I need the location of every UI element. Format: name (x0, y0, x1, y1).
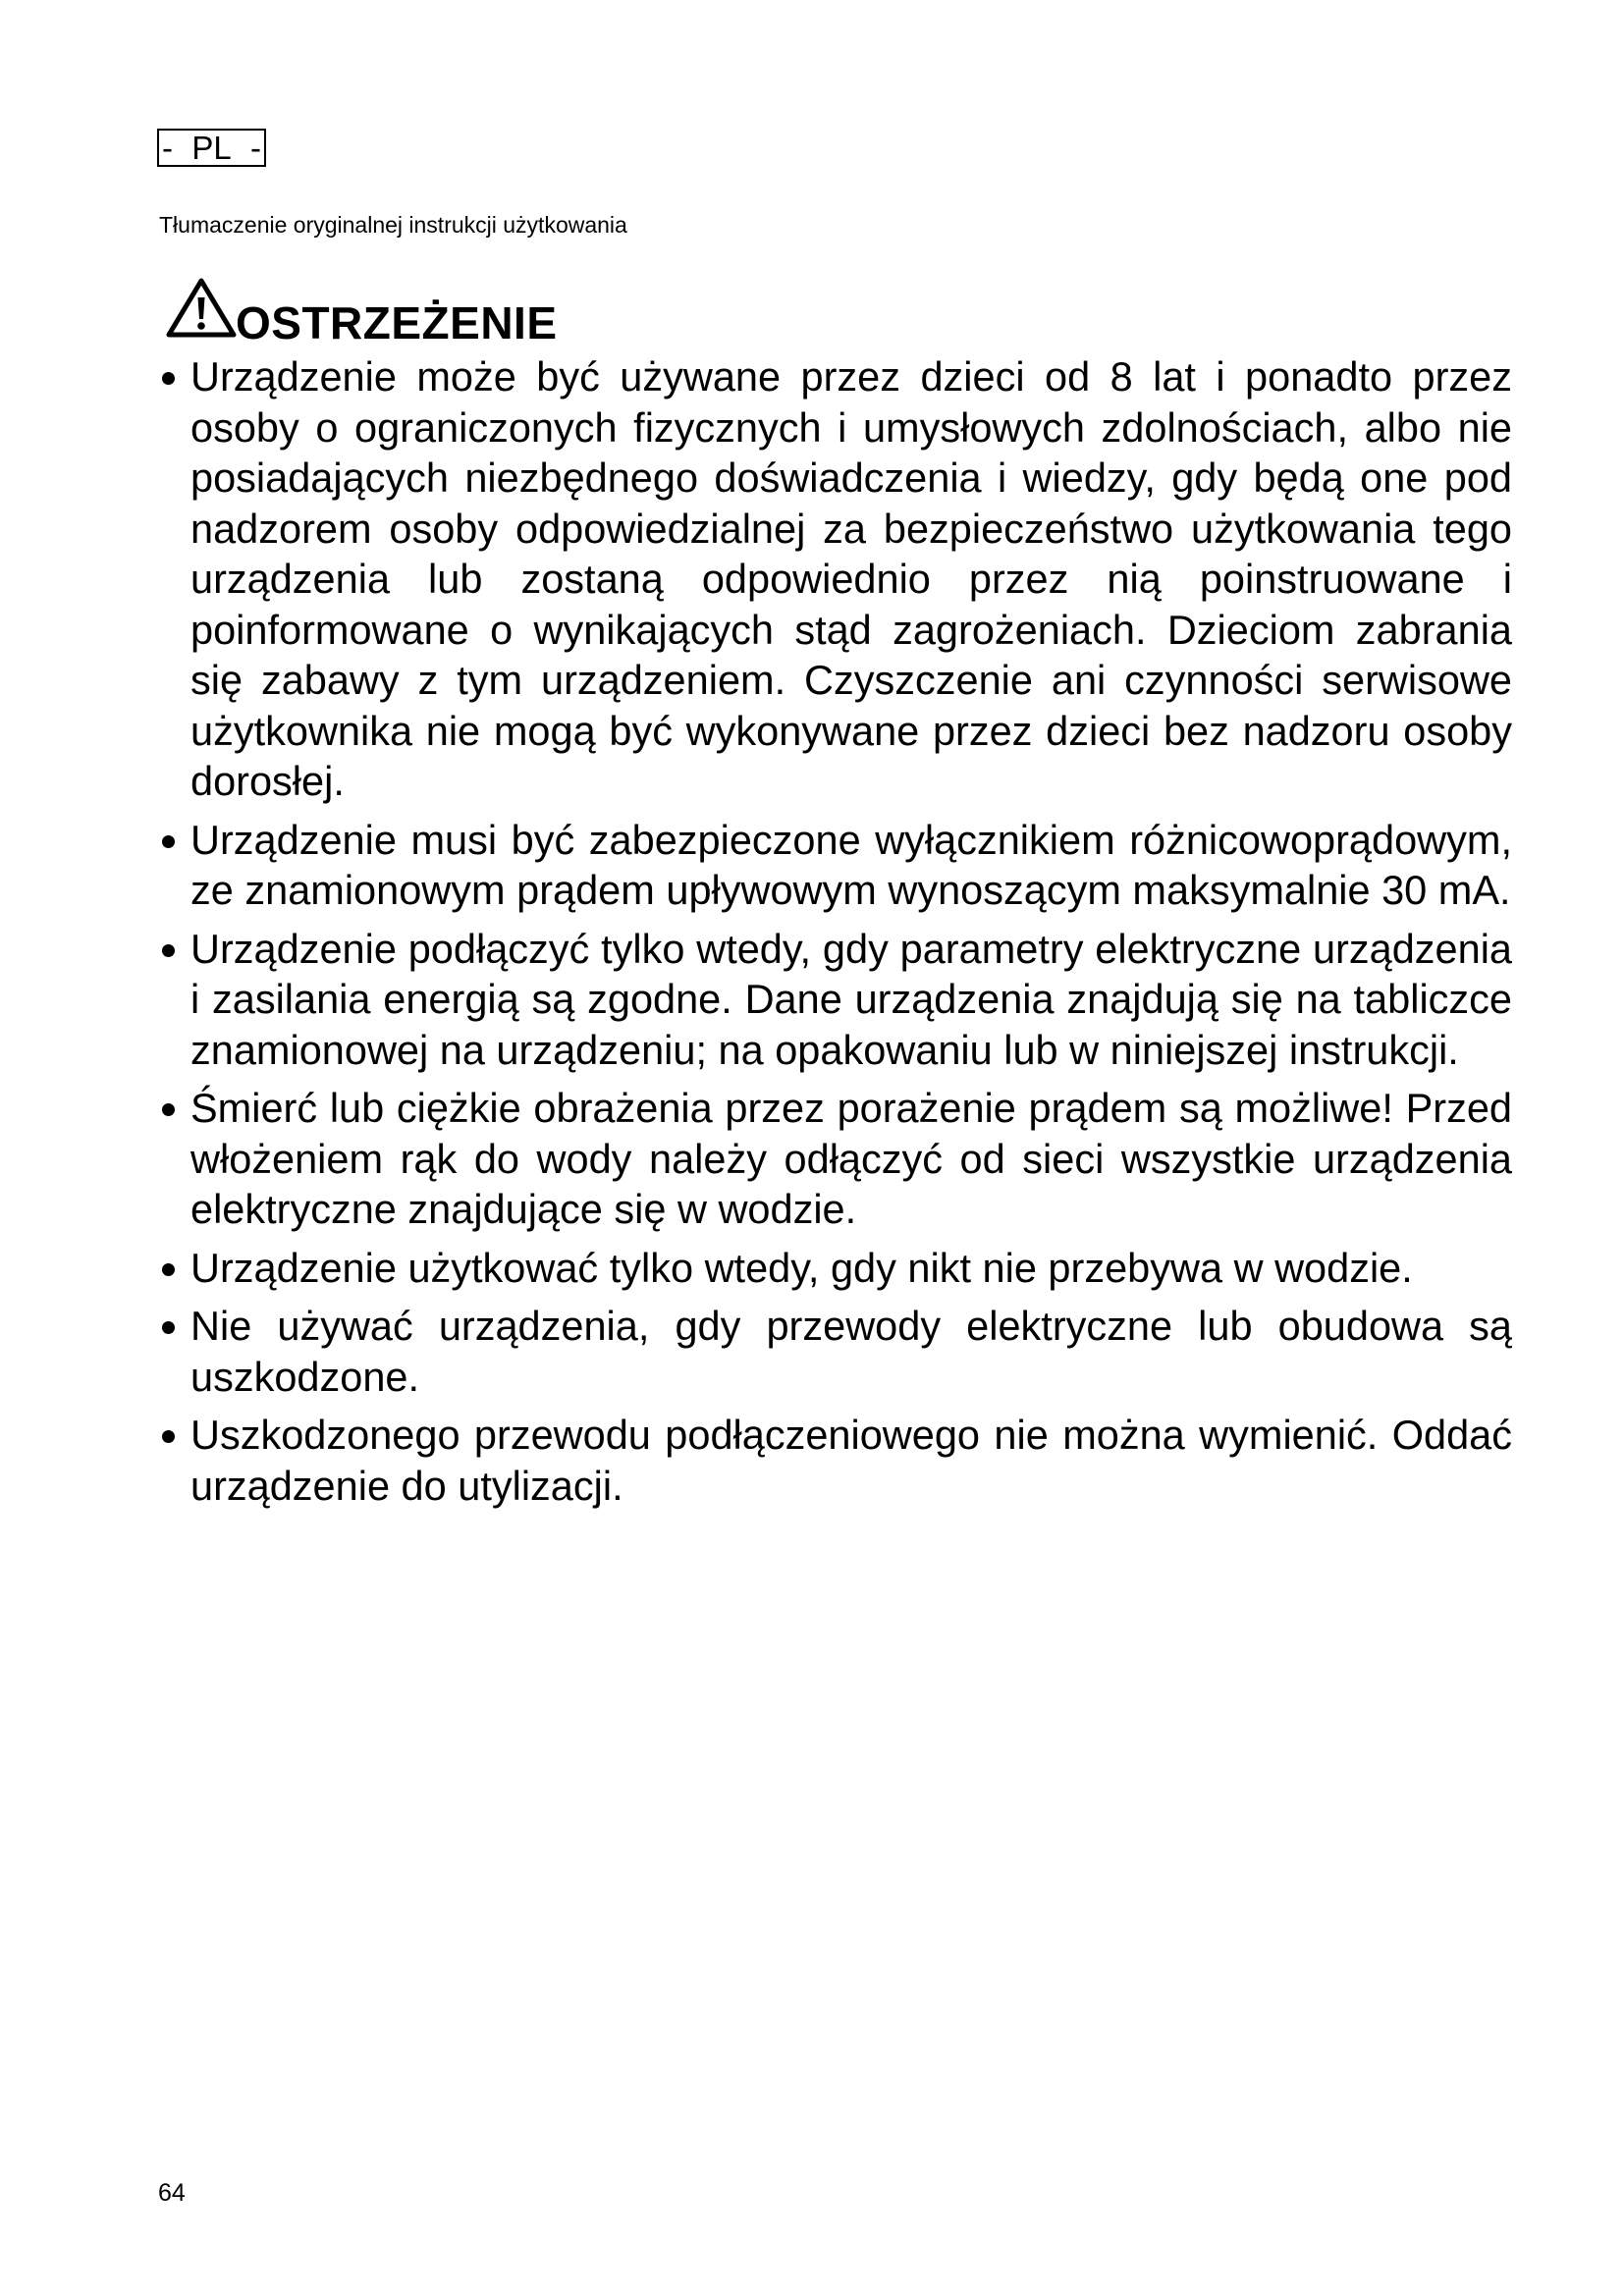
warning-title: OSTRZEŻENIE (236, 297, 558, 348)
language-tag-dash-right: - (250, 130, 261, 166)
list-item-text: Uszkodzonego przewodu podłączeniowego nie można wymienić. Oddać urządzenie do utylizacji. (190, 1412, 1512, 1509)
list-item-text: Urządzenie może być używane przez dzieci od 8 lat i ponadto przez osoby o ograniczonych fizycznych i umysłowych zdolnościach, albo nie posiadających niezbędnego doświadczenia i wiedzy, gdy będą one pod nadzorem osoby odpowiedzialnej za bezpieczeństwo użytkowania tego urządzenia lub zostaną odpowiednio przez nią poinstruowane i poinformowane o wynikających stąd zagrożeniach. Dzieciom zabrania się zabawy z tym urządzeniem. Czyszczenie ani czynności serwisowe użytkownika nie mogą być wykonywane przez dzieci bez nadzoru osoby dorosłej. (190, 353, 1512, 804)
warning-list (159, 351, 1512, 1519)
list-item (159, 924, 1512, 1076)
list-item (159, 1301, 1512, 1402)
list-item (159, 815, 1512, 916)
bullet-icon (162, 835, 175, 848)
bullet-icon (162, 1103, 175, 1116)
list-item-text: Nie używać urządzenia, gdy przewody elektryczne lub obudowa są uszkodzone. (190, 1303, 1512, 1400)
language-tag-dash-left: - (162, 130, 173, 166)
bullet-icon (162, 1321, 175, 1334)
list-item (159, 351, 1512, 807)
list-item (159, 1410, 1512, 1511)
bullet-icon (162, 372, 175, 385)
list-item-text: Urządzenie użytkować tylko wtedy, gdy nikt nie przebywa w wodzie. (190, 1244, 1413, 1291)
warning-triangle-icon (165, 276, 238, 340)
bullet-icon (162, 1263, 175, 1276)
bullet-icon (162, 1430, 175, 1443)
list-item-text: Urządzenie musi być zabezpieczone wyłącznikiem różnicowoprądowym, ze znamionowym prądem upływowym wynoszącym maksymalnie 30 mA. (190, 816, 1512, 913)
list-item (159, 1243, 1512, 1294)
language-code: PL (191, 130, 232, 166)
list-item-text: Śmierć lub ciężkie obrażenia przez porażenie prądem są możliwe! Przed włożeniem rąk do wody należy odłączyć od sieci wszystkie urządzenia elektryczne znajdujące się w wodzie. (190, 1085, 1512, 1232)
bullet-icon (162, 944, 175, 957)
document-subtitle: Tłumaczenie oryginalnej instrukcji użytkowania (159, 212, 627, 238)
list-item-text: Urządzenie podłączyć tylko wtedy, gdy parametry elektryczne urządzenia i zasilania energią są zgodne. Dane urządzenia znajdują się na tabliczce znamionowej na urządzeniu; na opakowaniu lub w niniejszej instrukcji. (190, 925, 1512, 1073)
warning-heading (165, 276, 558, 348)
page-number: 64 (158, 2179, 186, 2207)
language-tag (157, 129, 266, 167)
list-item (159, 1083, 1512, 1235)
